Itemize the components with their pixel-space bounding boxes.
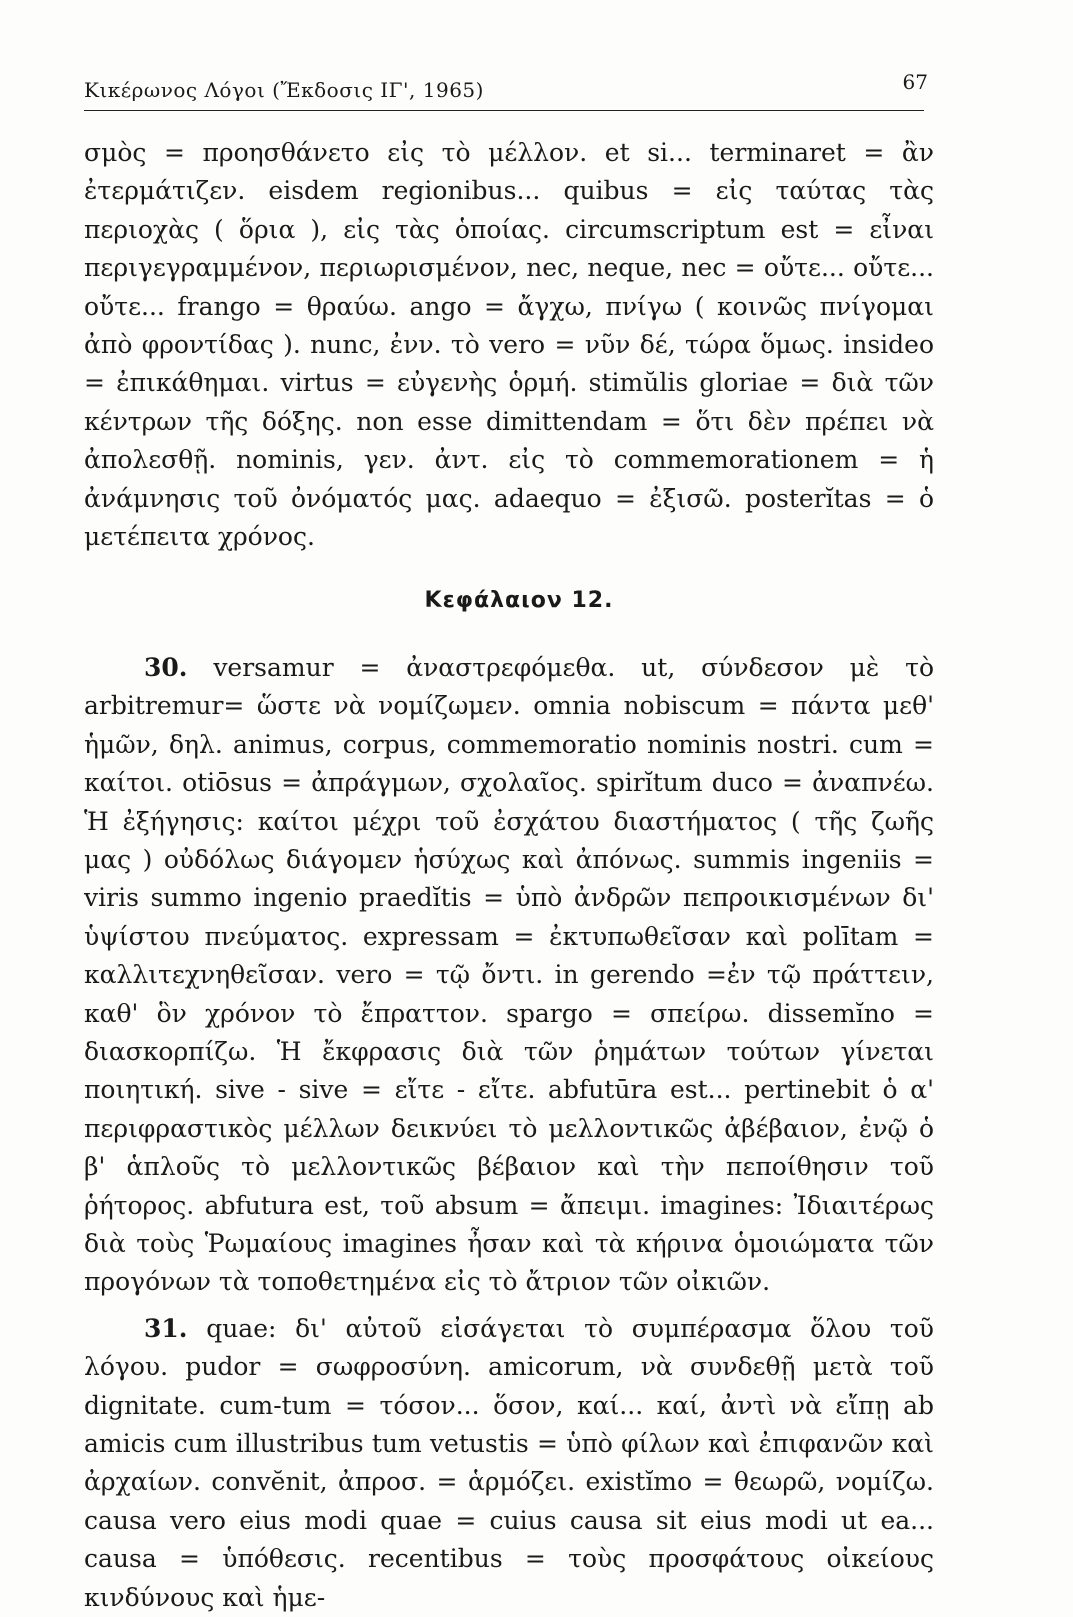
chapter-heading: Κεφάλαιον 12. (424, 588, 614, 614)
page-body (84, 134, 934, 1617)
header-rule (84, 110, 924, 111)
running-header (84, 70, 928, 114)
section-text: quae: δι' αὐτοῦ εἰσάγεται τὸ συμπέρασμα ὅλου τοῦ λόγου. pudor = σωφροσύνη. amicorum, νὰ συνδεθῇ μετὰ τοῦ dignitate. cum-tum = τόσον... ὅσον, καί... καί, ἀντὶ νὰ εἴπῃ ab amicis cum illustribus tum vetustis = ὑπὸ φίλων καὶ ἐπιφανῶν καὶ ἀρχαίων. convĕnit, ἀπροσ. = ἁρμόζει. existĭmo = θεωρῶ, νομίζω. causa vero eius modi quae = cuius causa sit eius modi ut ea... causa = ὑπόθεσις. recentibus = τοὺς προσφάτους οἰκείους κινδύνους καὶ ἡμε- (84, 1313, 934, 1612)
section-text: versamur = ἀναστρεφόμεθα. ut, σύνδεσον μὲ τὸ arbitremur= ὥστε νὰ νομίζωμεν. omnia nobiscum = πάντα μεθ' ἡμῶν, δηλ. animus, corpus, commemoratio nominis nostri. cum = καίτοι. otiōsus = ἀπράγμων, σχολαῖος. spirĭtum duco = ἀναπνέω. Ἡ ἐξήγησις: καίτοι μέχρι τοῦ ἐσχάτου διαστήματος ( τῆς ζωῆς μας ) οὐδόλως διάγομεν ἡσύχως καὶ ἀπόνως. summis ingeniis = viris summo ingenio praedĭtis = ὑπὸ ἀνδρῶν πεπροικισμένων δι' ὑψίστου πνεύματος. expressam = ἐκτυπωθεῖσαν καὶ polītam = καλλιτεχνηθεῖσαν. vero = τῷ ὄντι. in gerendo =ἐν τῷ πράττειν, καθ' ὃν χρόνον τὸ ἔπραττον. spargo = σπείρω. dissemĭno = διασκορπίζω. Ἡ ἔκφρασις διὰ τῶν ῥημάτων τούτων γίνεται ποιητική. sive - sive = εἴτε - εἴτε. abfutūra est... pertinebit ὁ α' περιφραστικὸς μέλλων δεικνύει τὸ μελλοντικῶς ἀβέβαιον, ἐνῷ ὁ β' ἁπλοῦς τὸ μελλοντικῶς βέβαιον καὶ τὴν πεποίθησιν τοῦ ῥήτορος. abfutura est, τοῦ absum = ἄπειμι. imagines: Ἰδιαιτέρως διὰ τοὺς Ῥωμαίους imagines ἦσαν καὶ τὰ κήρινα ὁμοιώματα τῶν προγόνων τὰ τοποθετημένα εἰς τὸ ἄτριον τῶν οἰκιῶν. (84, 652, 934, 1297)
page-number: 67 (902, 70, 928, 94)
intro-paragraph: σμὸς = προησθάνετο εἰς τὸ μέλλον. et si... terminaret = ἂν ἐτερμάτιζεν. eisdem regionibus... quibus = εἰς ταύτας τὰς περιοχὰς ( ὅρια ), εἰς τὰς ὁποίας. circumscriptum est = εἶναι περιγεγραμμένον, περιωρισμένον, nec, neque, nec = οὔτε... οὔτε... οὔτε... frango = θραύω. ango = ἄγχω, πνίγω ( κοινῶς πνίγομαι ἀπὸ φροντίδας ). nunc, ἐνν. τὸ vero = νῦν δέ, τώρα ὅμως. insideo = ἐπικάθημαι. virtus = εὐγενὴς ὁρμή. stimŭlis gloriae = διὰ τῶν κέντρων τῆς δόξης. non esse dimittendam = ὅτι δὲν πρέπει νὰ ἀπολεσθῇ. nominis, γεν. ἀντ. εἰς τὸ commemorationem = ἡ ἀνάμνησις τοῦ ὀνόματός μας. adaequo = ἐξισῶ. posterĭtas = ὁ μετέπειτα χρόνος. (84, 138, 934, 552)
running-title: Κικέρωνος Λόγοι (Ἔκδοσις ΙΓ', 1965) (84, 78, 484, 102)
section-paragraph-31 (84, 1310, 934, 1617)
section-number: 30. (144, 652, 188, 682)
section-number: 31. (144, 1313, 188, 1343)
section-paragraph-30 (84, 649, 934, 1302)
